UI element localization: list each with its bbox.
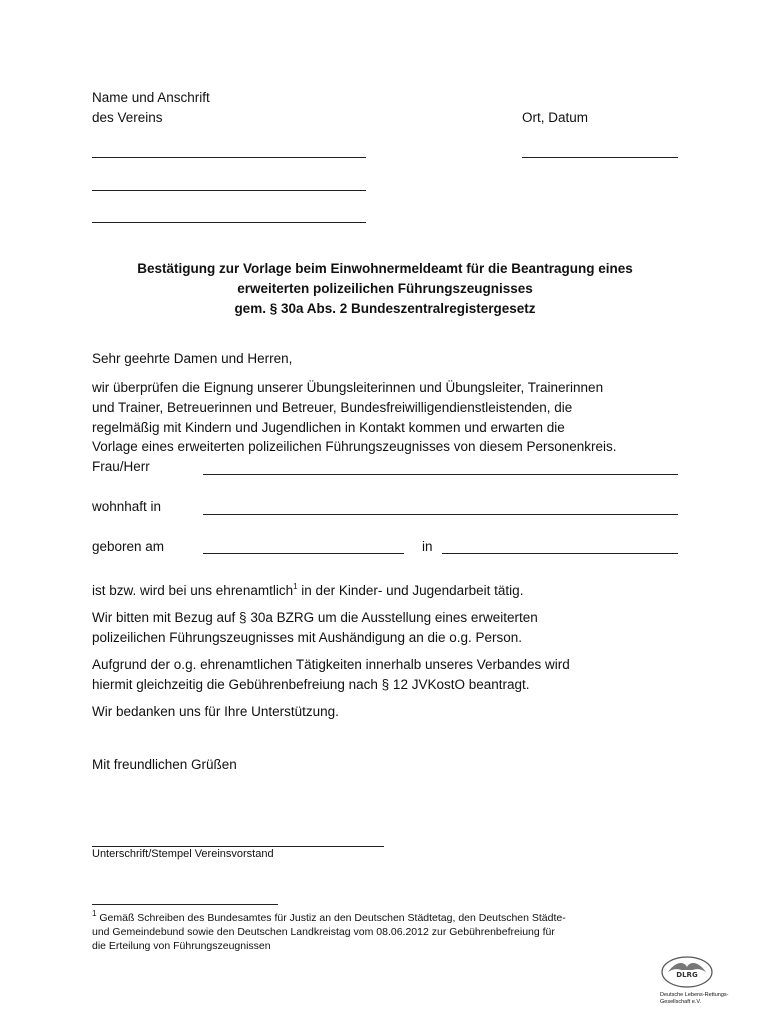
footnote-line1 — [92, 908, 692, 925]
signature-line[interactable] — [92, 846, 384, 847]
sender-label-line1: Name und Anschrift — [92, 90, 210, 105]
signature-label: Unterschrift/Stempel Vereinsvorstand — [92, 848, 274, 860]
birthdate-label: geboren am — [92, 539, 165, 554]
birthplace-label: in — [422, 539, 433, 554]
salutation: Sehr geehrte Damen und Herren, — [92, 351, 293, 366]
dlrg-eagle-icon — [660, 955, 714, 989]
paragraph-4-line1: Aufgrund der o.g. ehrenamtlichen Tätigkeiten innerhalb unseres Verbandes wird — [92, 657, 570, 672]
paragraph-1-line4: Vorlage eines erweiterten polizeilichen Führungszeugnisses von diesem Personenkreis. — [92, 439, 617, 454]
paragraph-2 — [92, 581, 692, 601]
logo-text: DLRG — [676, 971, 698, 979]
paragraph-2-text-start: ist bzw. wird bei uns ehrenamtlich — [92, 583, 294, 598]
residence-label: wohnhaft in — [92, 499, 162, 514]
document-title-line1: Bestätigung zur Vorlage beim Einwohnermeldeamt für die Beantragung eines — [137, 261, 633, 276]
sender-name-line[interactable] — [92, 157, 366, 158]
document-title-line3: gem. § 30a Abs. 2 Bundeszentralregistergesetz — [234, 301, 536, 316]
paragraph-1-line2: und Trainer, Betreuerinnen und Betreuer, Bundesfreiwilligendienstleistenden, die — [92, 400, 573, 415]
footnote-line2: und Gemeindebund sowie den Deutschen Landkreistag vom 08.06.2012 zur Gebührenbefreiung für — [92, 926, 555, 938]
person-label: Frau/Herr — [92, 459, 150, 474]
birthdate-line[interactable] — [203, 553, 404, 554]
document-title-line2: erweiterten polizeilichen Führungszeugnisses — [237, 281, 533, 296]
paragraph-1-line1: wir überprüfen die Eignung unserer Übungsleiterinnen und Übungsleiter, Trainerinnen — [92, 380, 604, 395]
paragraph-4-line2: hiermit gleichzeitig die Gebührenbefreiung nach § 12 JVKostO beantragt. — [92, 677, 530, 692]
paragraph-2-text-end: in der Kinder- und Jugendarbeit tätig. — [297, 583, 524, 598]
paragraph-1-line3: regelmäßig mit Kindern und Jugendlichen in Kontakt kommen und erwarten die — [92, 420, 565, 435]
dlrg-logo — [660, 955, 714, 989]
closing: Mit freundlichen Grüßen — [92, 757, 237, 772]
paragraph-3-line2: polizeilichen Führungszeugnisses mit Aushändigung an die o.g. Person. — [92, 630, 523, 645]
footnote-line3: die Erteilung von Führungszeugnissen — [92, 940, 271, 952]
place-date-label: Ort, Datum — [522, 110, 589, 125]
paragraph-5: Wir bedanken uns für Ihre Unterstützung. — [92, 704, 339, 719]
logo-caption-line1: Deutsche Lebens-Rettungs- — [660, 992, 729, 998]
footnote-marker: 1 — [92, 908, 97, 918]
sender-label-line2: des Vereins — [92, 110, 163, 125]
logo-caption-line2: Gesellschaft e.V. — [660, 999, 702, 1005]
paragraph-3-line1: Wir bitten mit Bezug auf § 30a BZRG um die Ausstellung eines erweiterten — [92, 610, 538, 625]
place-date-line[interactable] — [522, 157, 678, 158]
person-name-line[interactable] — [203, 474, 678, 475]
birthplace-line[interactable] — [442, 553, 678, 554]
footnote-divider — [92, 904, 278, 905]
residence-line[interactable] — [203, 514, 678, 515]
footnote-text-line1: Gemäß Schreiben des Bundesamtes für Justiz an den Deutschen Städtetag, den Deutschen Städte- — [96, 912, 566, 924]
sender-address-line-2[interactable] — [92, 222, 366, 223]
sender-address-line-1[interactable] — [92, 190, 366, 191]
footnote-reference: 1 — [293, 581, 298, 591]
